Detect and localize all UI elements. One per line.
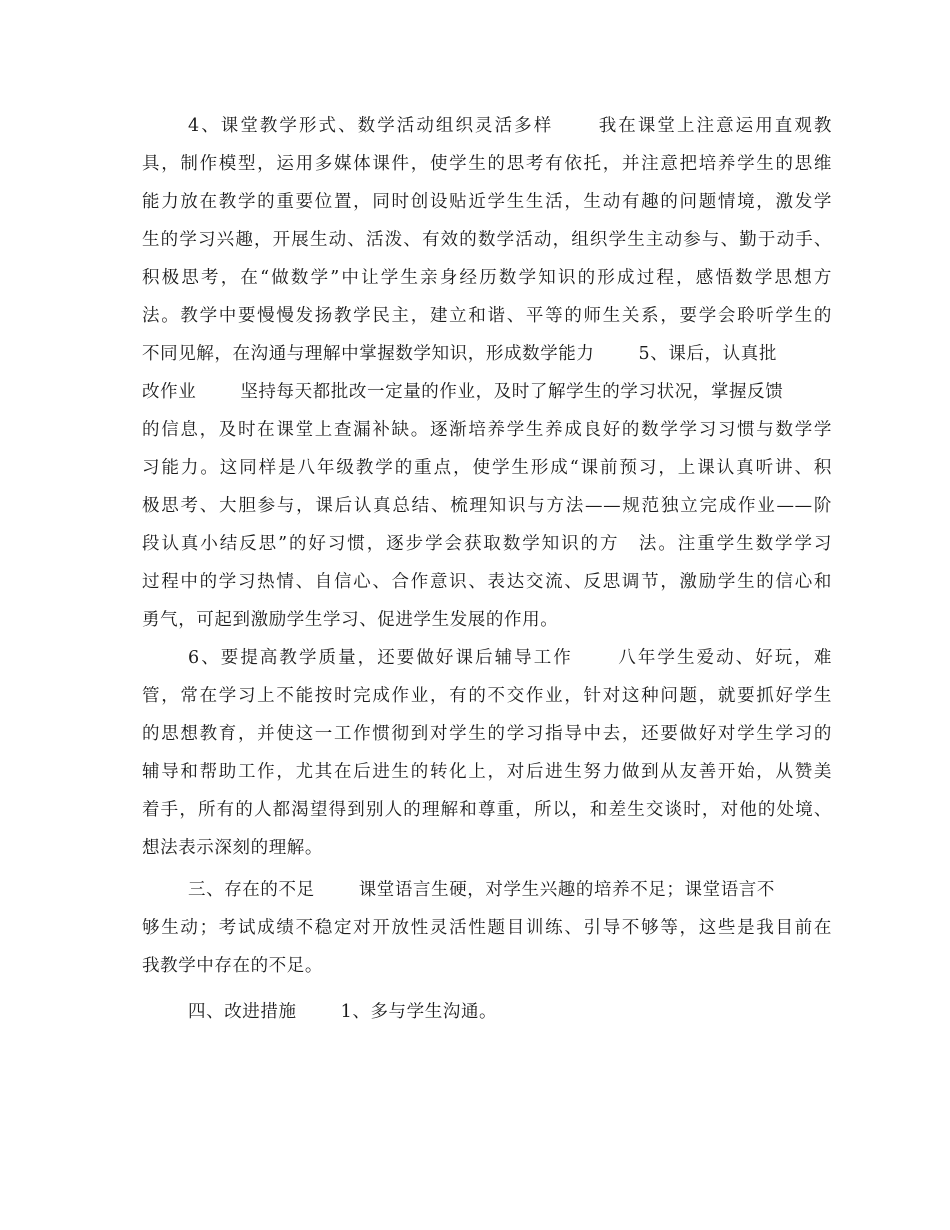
- text-line: 习能力。这同样是八年级教学的重点，使学生形成“课前预习，上课认真听讲、积: [142, 458, 832, 478]
- text-segment: 6、要提高教学质量，还要做好课后辅导工作: [188, 648, 573, 668]
- text-line: 想法表示深刻的理解。: [142, 838, 323, 858]
- text-line: 能力放在教学的重要位置，同时创设贴近学生生活，生动有趣的问题情境，激发学: [142, 192, 832, 212]
- text-line: 管，常在学习上不能按时完成作业，有的不交作业，针对这种问题，就要抓好学生: [142, 686, 832, 706]
- text-segment: 四、改进措施: [188, 1002, 297, 1022]
- text-segment: 坚持每天都批改一定量的作业，及时了解学生的学习状况，掌握反馈: [240, 382, 784, 402]
- text-line: 积极思考，在“做数学”中让学生亲身经历数学知识的形成过程，感悟数学思想方: [142, 268, 832, 288]
- text-segment: 课堂语言生硬，对学生兴趣的培养不足；课堂语言不: [358, 880, 776, 900]
- text-segment: 4、课堂教学形式、数学活动组织灵活多样: [188, 116, 554, 136]
- text-segment: 1、多与学生沟通。: [340, 1002, 498, 1022]
- text-line: 辅导和帮助工作，尤其在后进生的转化上，对后进生努力做到从友善开始，从赞美: [142, 762, 832, 782]
- text-line: 极思考、大胆参与，课后认真总结、梳理知识与方法——规范独立完成作业——阶: [142, 496, 832, 516]
- text-segment: 三、存在的不足: [188, 880, 315, 900]
- text-segment: 改作业: [142, 382, 197, 402]
- text-segment: 八年学生爱动、好玩，难: [616, 648, 832, 668]
- text-line: 的思想教育，并使这一工作惯彻到对学生的学习指导中去，还要做好对学生学习的: [142, 724, 832, 744]
- text-line: 勇气，可起到激励学生学习、促进学生发展的作用。: [142, 610, 559, 630]
- text-line: 段认真小结反思”的好习惯，逐步学会获取数学知识的方 法。注重学生数学学习: [142, 534, 832, 554]
- text-line: [188, 1000, 832, 1024]
- text-line: 具，制作模型，运用多媒体课件，使学生的思考有依托，并注意把培养学生的思维: [142, 154, 832, 174]
- text-line: 我教学中存在的不足。: [142, 956, 323, 976]
- text-line: [188, 878, 832, 902]
- text-line: 着手，所有的人都渴望得到别人的理解和尊重，所以，和差生交谈时，对他的处境、: [142, 800, 832, 820]
- text-line: 生的学习兴趣，开展生动、活泼、有效的数学活动，组织学生主动参与、勤于动手、: [142, 230, 832, 250]
- text-line: [142, 380, 832, 404]
- text-line: 法。教学中要慢慢发扬教学民主，建立和谐、平等的师生关系，要学会聆听学生的: [142, 306, 832, 326]
- text-segment: 不同见解，在沟通与理解中掌握数学知识，形成数学能力: [142, 344, 595, 364]
- text-line: [142, 342, 832, 366]
- text-segment: 5、课后，认真批: [638, 344, 777, 364]
- text-segment: 我在课堂上注意运用直观教: [597, 116, 832, 136]
- text-line: 够生动；考试成绩不稳定对开放性灵活性题目训练、引导不够等，这些是我目前在: [142, 918, 832, 938]
- text-line: 过程中的学习热情、自信心、合作意识、表达交流、反思调节，激励学生的信心和: [142, 572, 832, 592]
- text-line: [188, 646, 832, 670]
- text-line: [188, 114, 832, 138]
- text-line: 的信息，及时在课堂上查漏补缺。逐渐培养学生养成良好的数学学习习惯与数学学: [142, 420, 832, 440]
